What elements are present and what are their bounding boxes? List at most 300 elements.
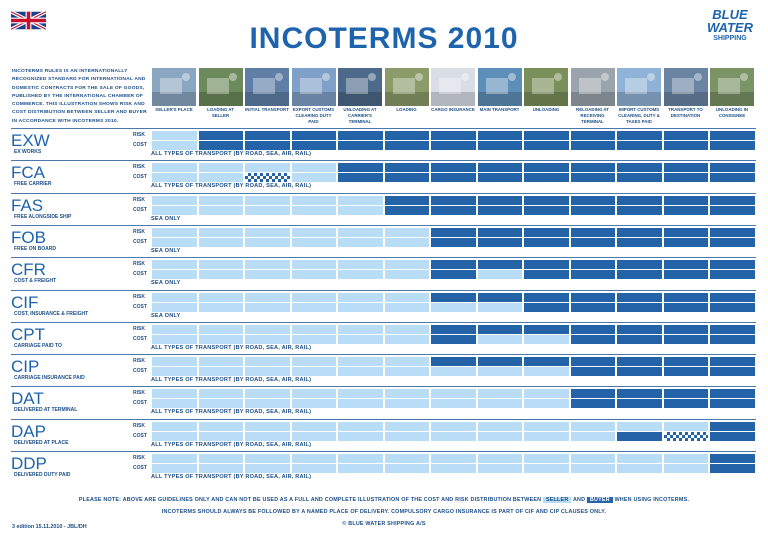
- risk-cell: [571, 163, 616, 172]
- logo-line-1: BLUE: [712, 7, 748, 22]
- cost-cell: [524, 141, 569, 150]
- cost-cell: [617, 303, 662, 312]
- dock-icon: [571, 68, 615, 106]
- risk-cell: [245, 163, 290, 172]
- risk-cell: [292, 196, 337, 205]
- risk-cell: [524, 389, 569, 398]
- logo-line-2: WATER: [707, 20, 753, 35]
- cost-cell: [199, 141, 244, 150]
- column-header: UNLOADING IN CONSIGNEE: [715, 107, 749, 118]
- cost-label: COST: [133, 303, 147, 310]
- risk-cell: [338, 228, 383, 237]
- transport-note: SEA ONLY: [151, 280, 181, 287]
- transport-note: ALL TYPES OF TRANSPORT (BY ROAD, SEA, AIR, RAIL): [151, 409, 312, 416]
- risk-label: RISK: [133, 164, 145, 171]
- risk-cell: [664, 357, 709, 366]
- cost-cell: [431, 464, 476, 473]
- column-header: LOADING: [396, 107, 417, 112]
- intro-text: INCOTERMS RULES IS AN INTERNATIONALLY RECOGNIZED STANDARD FOR INTERNATIONAL AND DOMESTIC CONTRACTS FOR THE SALE OF GOODS, PUBLISHED BY THE INTERNATIONAL CHAMBER OF COMMERCE. THIS ILLUSTRATION SHOWS RISK AND COST DISTRIBUTION BETWEEN SELLER AND BUYER IN ACCORDANCE WITH INCOTERMS 2010.: [12, 69, 147, 124]
- risk-cell: [524, 131, 569, 140]
- cost-cell: [338, 206, 383, 215]
- footer-and: AND: [572, 497, 586, 503]
- cost-label: COST: [133, 271, 147, 278]
- row-divider: [11, 225, 756, 226]
- cost-cell: [245, 270, 290, 279]
- cost-label: COST: [133, 142, 147, 148]
- risk-cell: [478, 357, 523, 366]
- risk-cell: [431, 293, 476, 302]
- cost-cell: [292, 367, 337, 376]
- risk-cell: [152, 131, 197, 140]
- cost-cell: [571, 303, 616, 312]
- risk-cell: [385, 454, 430, 463]
- risk-cell: [431, 389, 476, 398]
- risk-cell: [664, 131, 709, 140]
- risk-cell: [478, 260, 523, 269]
- legend-buyer: BUYER: [587, 497, 613, 503]
- cost-cell: [385, 238, 430, 247]
- cost-cell: [199, 206, 244, 215]
- term-description: COST, INSURANCE & FREIGHT: [14, 310, 89, 317]
- cost-cell: [524, 303, 569, 312]
- row-divider: [11, 354, 756, 355]
- cost-cell: [617, 464, 662, 473]
- risk-cell: [385, 389, 430, 398]
- truck-icon: [664, 68, 708, 106]
- cost-cell: [478, 335, 523, 344]
- risk-cell: [571, 325, 616, 334]
- cost-cell: [199, 367, 244, 376]
- risk-cell: [710, 293, 755, 302]
- footer-note: [0, 497, 768, 503]
- term-code: DAT: [11, 389, 44, 409]
- edition-text: 3 edition 15.11.2010 - JBL/DH: [12, 524, 87, 530]
- cost-cell: [385, 464, 430, 473]
- term-description: CARRIAGE PAID TO: [14, 342, 62, 349]
- cost-cell: [338, 270, 383, 279]
- risk-cell: [245, 293, 290, 302]
- cost-label: COST: [133, 432, 147, 439]
- cost-label: COST: [133, 238, 147, 245]
- risk-cell: [292, 422, 337, 431]
- cost-cell: [617, 141, 662, 150]
- transport-note: SEA ONLY: [151, 247, 181, 254]
- risk-cell: [524, 163, 569, 172]
- cost-cell: [431, 238, 476, 247]
- risk-cell: [617, 454, 662, 463]
- cost-cell: [617, 238, 662, 247]
- risk-cell: [431, 228, 476, 237]
- risk-cell: [478, 389, 523, 398]
- cost-cell: [431, 141, 476, 150]
- cost-cell: [478, 270, 523, 279]
- term-code: CIF: [11, 292, 39, 312]
- risk-cell: [152, 325, 197, 334]
- cost-cell: [199, 303, 244, 312]
- risk-cell: [571, 293, 616, 302]
- cost-cell: [664, 399, 709, 408]
- risk-cell: [571, 228, 616, 237]
- cost-cell: [385, 335, 430, 344]
- risk-cell: [152, 260, 197, 269]
- term-code: CIP: [11, 357, 40, 377]
- cost-cell: [199, 238, 244, 247]
- cost-cell: [524, 464, 569, 473]
- risk-cell: [152, 196, 197, 205]
- cost-cell: [524, 238, 569, 247]
- risk-cell: [617, 422, 662, 431]
- cost-cell: [478, 173, 523, 182]
- insurance-icon: [431, 68, 475, 106]
- cost-cell: [152, 238, 197, 247]
- risk-cell: [245, 325, 290, 334]
- risk-cell: [245, 196, 290, 205]
- risk-cell: [710, 389, 755, 398]
- column-header: TRANSPORT TO DESTINATION: [668, 107, 703, 118]
- cost-cell: [571, 464, 616, 473]
- cost-cell: [710, 173, 755, 182]
- cost-cell: [524, 432, 569, 441]
- ship-icon: [478, 68, 522, 106]
- cost-cell: [338, 464, 383, 473]
- cost-cell: [664, 464, 709, 473]
- risk-cell: [385, 131, 430, 140]
- risk-cell: [478, 196, 523, 205]
- risk-cell: [292, 293, 337, 302]
- cost-cell: [478, 141, 523, 150]
- risk-label: RISK: [133, 325, 145, 332]
- customs-eu-icon: [617, 68, 661, 106]
- risk-cell: [710, 131, 755, 140]
- cost-cell: [338, 367, 383, 376]
- warehouse-icon: [152, 68, 196, 106]
- cost-cell: [152, 399, 197, 408]
- risk-cell: [524, 260, 569, 269]
- risk-cell: [199, 228, 244, 237]
- cost-label: COST: [133, 206, 147, 213]
- risk-cell: [152, 293, 197, 302]
- cost-cell: [571, 238, 616, 247]
- transport-note: ALL TYPES OF TRANSPORT (BY ROAD, SEA, AIR, RAIL): [151, 474, 312, 480]
- term-description: DELIVERED AT TERMINAL: [14, 407, 78, 414]
- cost-cell: [152, 173, 197, 182]
- row-divider: [11, 128, 756, 129]
- cost-label: COST: [133, 368, 147, 375]
- cost-cell: [152, 464, 197, 473]
- legend-seller: SELLER: [543, 497, 571, 503]
- cost-cell: [571, 270, 616, 279]
- risk-cell: [338, 260, 383, 269]
- cost-cell: [617, 206, 662, 215]
- cost-cell: [617, 270, 662, 279]
- transport-note: ALL TYPES OF TRANSPORT (BY ROAD, SEA, AIR, RAIL): [151, 151, 312, 157]
- cost-cell: [710, 206, 755, 215]
- risk-cell: [431, 357, 476, 366]
- cost-cell: [710, 464, 755, 473]
- cost-cell: [338, 173, 383, 182]
- row-divider: [11, 160, 756, 161]
- risk-cell: [245, 228, 290, 237]
- page-title: INCOTERMS 2010: [249, 22, 519, 55]
- column-header: RELOADING AT RECEIVING TERMINAL: [576, 107, 609, 124]
- column-header: LOADING AT SELLER: [207, 107, 234, 118]
- column-header: CARGO INSURANCE: [431, 107, 475, 112]
- term-code: EXW: [11, 131, 50, 150]
- risk-cell: [524, 228, 569, 237]
- risk-cell: [524, 422, 569, 431]
- cost-cell: [338, 303, 383, 312]
- risk-cell: [292, 228, 337, 237]
- risk-label: RISK: [133, 455, 145, 461]
- terminal-icon: [338, 68, 382, 106]
- cost-cell: [292, 464, 337, 473]
- cost-cell: [152, 335, 197, 344]
- risk-cell: [617, 260, 662, 269]
- transport-note: ALL TYPES OF TRANSPORT (BY ROAD, SEA, AIR, RAIL): [151, 344, 312, 351]
- cost-cell: [199, 432, 244, 441]
- cost-cell: [385, 173, 430, 182]
- forklift-icon: [199, 68, 243, 106]
- risk-cell: [710, 163, 755, 172]
- cost-cell: [710, 238, 755, 247]
- risk-cell: [292, 357, 337, 366]
- cost-cell: [292, 335, 337, 344]
- column-header: UNLOADING AT CARRIER'S TERMINAL: [343, 107, 377, 124]
- risk-cell: [199, 357, 244, 366]
- footer-note-text: PLEASE NOTE: ABOVE ARE GUIDELINES ONLY AND CAN NOT BE USED AS A FULL AND COMPLETE ILLUSTRATION OF THE COST AND RISK DISTRIBUTION BETWEEN: [78, 497, 542, 503]
- risk-cell: [710, 357, 755, 366]
- risk-cell: [524, 196, 569, 205]
- cost-cell: [385, 141, 430, 150]
- cost-cell: [571, 173, 616, 182]
- risk-cell: [571, 260, 616, 269]
- risk-cell: [617, 357, 662, 366]
- cost-cell: [664, 367, 709, 376]
- worker-icon: [524, 68, 568, 106]
- risk-label: RISK: [133, 261, 145, 268]
- row-divider: [11, 322, 756, 323]
- column-header: SELLER'S PLACE: [155, 107, 193, 112]
- risk-cell: [199, 131, 244, 140]
- risk-cell: [710, 260, 755, 269]
- cost-cell: [292, 206, 337, 215]
- cost-cell: [571, 206, 616, 215]
- cost-cell: [478, 464, 523, 473]
- risk-cell: [431, 163, 476, 172]
- cost-cell: [338, 141, 383, 150]
- cost-cell: [385, 270, 430, 279]
- risk-cell: [152, 454, 197, 463]
- term-description: COST & FREIGHT: [14, 278, 57, 285]
- risk-cell: [292, 131, 337, 140]
- risk-cell: [385, 325, 430, 334]
- risk-cell: [292, 389, 337, 398]
- risk-cell: [664, 260, 709, 269]
- cost-cell: [152, 206, 197, 215]
- risk-cell: [431, 422, 476, 431]
- row-divider: [11, 290, 756, 291]
- risk-cell: [338, 131, 383, 140]
- risk-cell: [571, 131, 616, 140]
- cost-cell: [617, 173, 662, 182]
- transport-note: ALL TYPES OF TRANSPORT (BY ROAD, SEA, AIR, RAIL): [151, 183, 312, 190]
- risk-cell: [710, 325, 755, 334]
- customs-eu-icon: [292, 68, 336, 106]
- cost-cell: [245, 335, 290, 344]
- risk-cell: [617, 293, 662, 302]
- cost-cell: [571, 432, 616, 441]
- cost-cell: [617, 399, 662, 408]
- cost-cell: [431, 303, 476, 312]
- risk-cell: [152, 422, 197, 431]
- risk-cell: [385, 293, 430, 302]
- risk-cell: [478, 422, 523, 431]
- risk-cell: [617, 196, 662, 205]
- column-header: INITIAL TRANSPORT: [245, 107, 289, 112]
- cost-cell: [199, 270, 244, 279]
- cost-cell: [292, 238, 337, 247]
- term-code: CFR: [11, 260, 46, 280]
- cost-cell: [524, 335, 569, 344]
- cost-cell: [245, 367, 290, 376]
- transport-note: ALL TYPES OF TRANSPORT (BY ROAD, SEA, AIR, RAIL): [151, 441, 312, 448]
- cost-cell: [664, 270, 709, 279]
- term-code: FCA: [11, 163, 45, 183]
- term-description: FREE ON BOARD: [14, 245, 56, 252]
- cost-cell: [710, 399, 755, 408]
- cost-cell: [431, 173, 476, 182]
- cost-cell: [478, 303, 523, 312]
- cost-cell: [571, 335, 616, 344]
- cost-cell: [245, 464, 290, 473]
- cost-cell: [710, 141, 755, 150]
- cost-label: COST: [133, 335, 147, 342]
- cost-cell: [152, 367, 197, 376]
- forklift-icon: [710, 68, 754, 106]
- cost-label: COST: [133, 400, 147, 407]
- column-header: IMPORT CUSTOMS CLEARING, DUTY & TAXES PAID: [618, 107, 660, 124]
- cost-cell: [431, 432, 476, 441]
- cost-cell: [385, 206, 430, 215]
- risk-cell: [664, 228, 709, 237]
- risk-cell: [338, 357, 383, 366]
- risk-cell: [338, 293, 383, 302]
- cost-cell: [245, 206, 290, 215]
- cost-cell: [199, 399, 244, 408]
- cost-label: COST: [133, 465, 147, 471]
- cost-cell: [245, 399, 290, 408]
- cost-cell: [431, 399, 476, 408]
- risk-cell: [292, 260, 337, 269]
- cost-cell: [292, 141, 337, 150]
- risk-cell: [617, 325, 662, 334]
- cost-cell: [199, 173, 244, 182]
- risk-cell: [478, 163, 523, 172]
- risk-cell: [571, 454, 616, 463]
- cost-cell: [245, 141, 290, 150]
- worker-icon: [385, 68, 429, 106]
- risk-cell: [664, 389, 709, 398]
- risk-cell: [524, 357, 569, 366]
- risk-cell: [710, 454, 755, 463]
- risk-cell: [338, 325, 383, 334]
- risk-cell: [385, 357, 430, 366]
- row-divider: [11, 451, 756, 452]
- cost-cell: [292, 432, 337, 441]
- transport-note: ALL TYPES OF TRANSPORT (BY ROAD, SEA, AIR, RAIL): [151, 377, 312, 384]
- risk-cell: [385, 228, 430, 237]
- risk-cell: [431, 131, 476, 140]
- cost-cell: [152, 270, 197, 279]
- risk-cell: [245, 454, 290, 463]
- cost-cell: [664, 335, 709, 344]
- column-header: MAIN TRANSPORT: [479, 107, 520, 112]
- cost-cell: [199, 335, 244, 344]
- risk-cell: [199, 163, 244, 172]
- risk-cell: [199, 325, 244, 334]
- term-description: FREE CARRIER: [14, 181, 52, 188]
- risk-cell: [571, 196, 616, 205]
- term-code: FAS: [11, 195, 44, 215]
- cost-cell: [431, 206, 476, 215]
- row-divider: [11, 386, 756, 387]
- risk-cell: [385, 422, 430, 431]
- risk-cell: [385, 260, 430, 269]
- cost-cell: [292, 270, 337, 279]
- risk-cell: [664, 293, 709, 302]
- cost-cell: [385, 303, 430, 312]
- risk-cell: [385, 163, 430, 172]
- risk-cell: [338, 389, 383, 398]
- cost-cell: [710, 432, 755, 441]
- risk-label: RISK: [133, 228, 145, 235]
- risk-cell: [571, 422, 616, 431]
- cost-cell: [478, 238, 523, 247]
- risk-cell: [664, 196, 709, 205]
- risk-cell: [617, 131, 662, 140]
- term-description: EX WORKS: [14, 149, 42, 155]
- cost-cell: [664, 432, 709, 441]
- risk-cell: [245, 260, 290, 269]
- cost-cell: [338, 335, 383, 344]
- cost-cell: [571, 367, 616, 376]
- risk-cell: [478, 131, 523, 140]
- row-divider: [11, 193, 756, 194]
- logo-line-3: SHIPPING: [713, 35, 747, 42]
- risk-cell: [199, 389, 244, 398]
- cost-cell: [710, 303, 755, 312]
- risk-cell: [664, 163, 709, 172]
- cost-cell: [664, 173, 709, 182]
- cost-cell: [292, 399, 337, 408]
- cost-cell: [710, 367, 755, 376]
- cost-cell: [478, 432, 523, 441]
- risk-label: RISK: [133, 358, 145, 365]
- cost-cell: [338, 238, 383, 247]
- risk-cell: [199, 293, 244, 302]
- cost-cell: [478, 399, 523, 408]
- risk-cell: [152, 357, 197, 366]
- footer-line-2: INCOTERMS SHOULD ALWAYS BE FOLLOWED BY A NAMED PLACE OF DELIVERY. COMPULSORY CARGO INSURANCE IS PART OF CIF AND CIP CLAUSES ONLY.: [161, 509, 607, 515]
- cost-cell: [431, 367, 476, 376]
- cost-cell: [664, 141, 709, 150]
- risk-cell: [431, 196, 476, 205]
- cost-cell: [385, 432, 430, 441]
- cost-cell: [571, 399, 616, 408]
- cost-cell: [292, 173, 337, 182]
- copyright: © BLUE WATER SHIPPING A/S: [342, 521, 426, 527]
- row-divider: [11, 257, 756, 258]
